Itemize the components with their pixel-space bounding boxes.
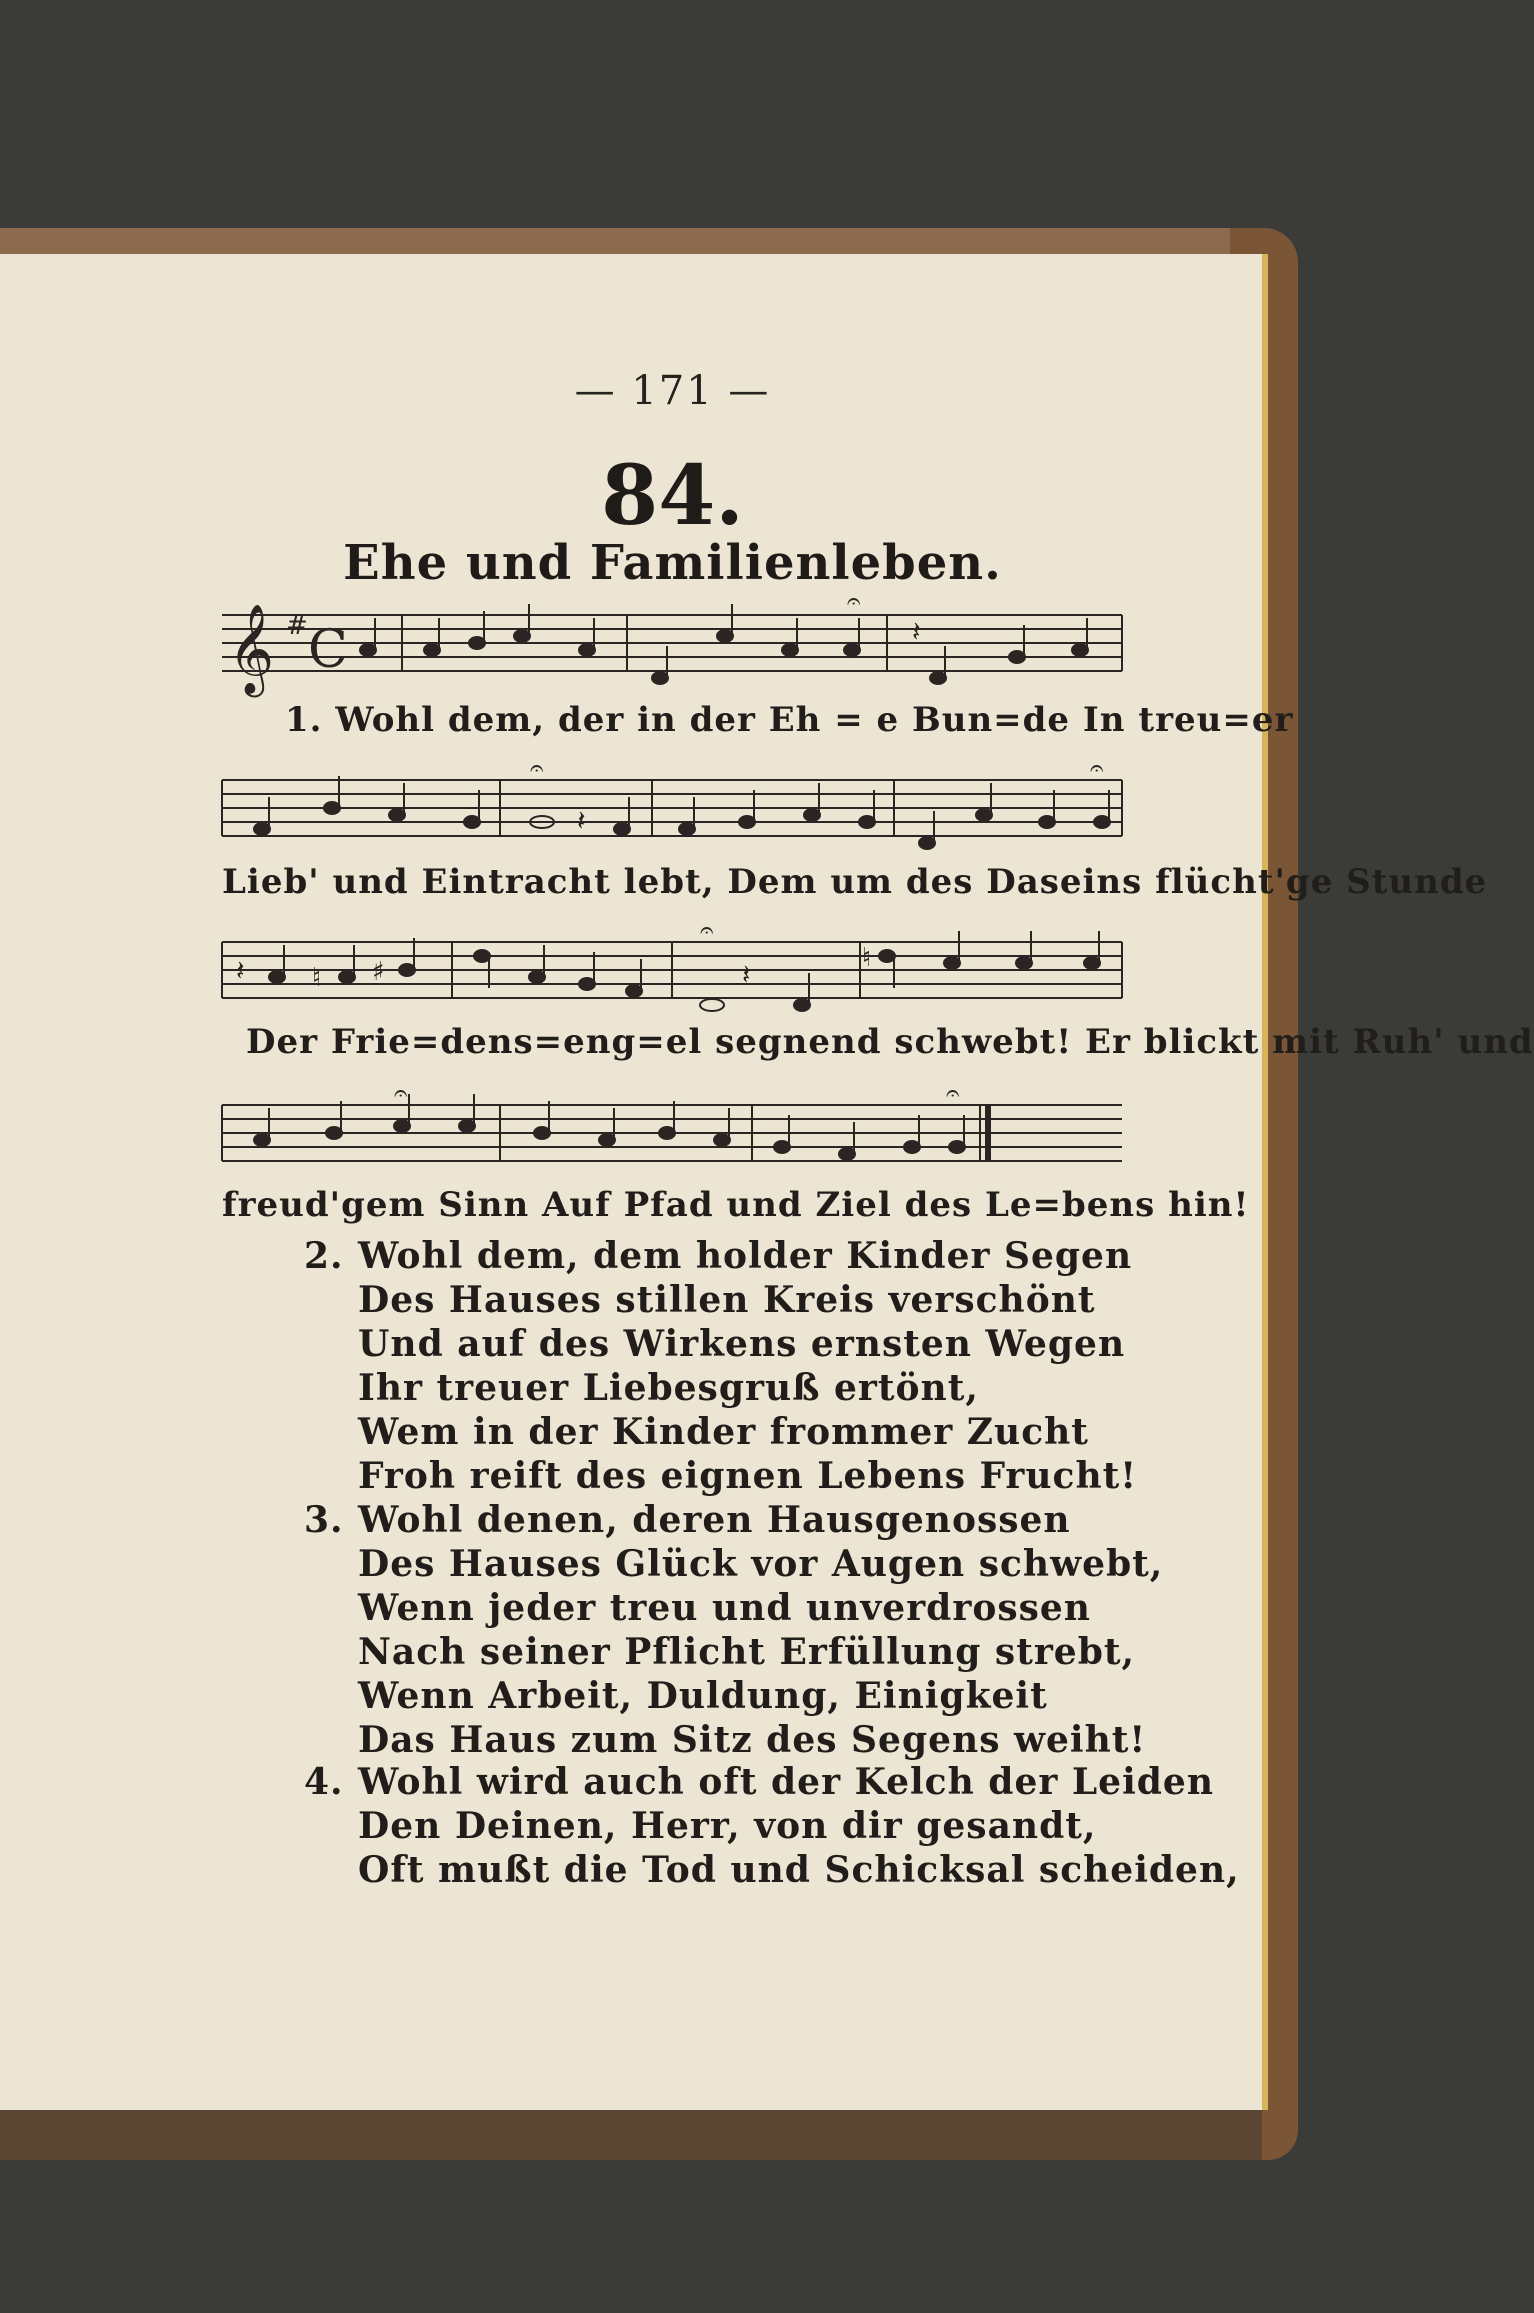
verse-line	[304, 1804, 1124, 1848]
verse-text: Des Hauses stillen Kreis verschönt	[358, 1279, 1096, 1321]
lyric-line-1: 1. Wohl dem, der in der Eh = e Bun=de In treu=er	[285, 700, 1294, 740]
verse-2	[304, 1234, 1138, 1498]
verse-line	[304, 1760, 1215, 1804]
verse-3	[304, 1498, 1164, 1762]
svg-text:♮: ♮	[312, 963, 322, 993]
verse-text: Wohl dem, dem holder Kinder Segen	[358, 1235, 1133, 1277]
page-number-header: — 171 —	[574, 368, 771, 414]
lyric-line-3: Der Frie=dens=eng=el segnend schwebt! Er blickt mit Ruh' und	[246, 1022, 1534, 1062]
svg-text:𝄐: 𝄐	[530, 754, 544, 782]
verse-text: Wem in der Kinder frommer Zucht	[358, 1411, 1089, 1453]
svg-text:♯: ♯	[372, 957, 385, 987]
hymn-number: 84.	[601, 448, 744, 544]
treble-clef-icon	[228, 604, 274, 698]
svg-text:𝄞: 𝄞	[228, 604, 275, 694]
verse-text: Den Deinen, Herr, von dir gesandt,	[358, 1805, 1097, 1847]
verse-text: Des Hauses Glück vor Augen schwebt,	[358, 1543, 1164, 1585]
svg-text:𝄐: 𝄐	[394, 1079, 408, 1107]
verse-text: Ihr treuer Liebesgruß ertönt,	[358, 1367, 979, 1409]
verse-text: Froh reift des eignen Lebens Frucht!	[358, 1455, 1138, 1497]
verse-line	[304, 1322, 1124, 1366]
svg-text:𝄽: 𝄽	[236, 954, 245, 987]
verse-line	[304, 1366, 1124, 1410]
verse-text: Und auf des Wirkens ernsten Wegen	[358, 1323, 1126, 1365]
hymn-title: Ehe und Familienleben.	[343, 535, 1002, 591]
lyric-line-2: Lieb' und Eintracht lebt, Dem um des Daseins flücht'ge Stunde	[222, 862, 1488, 902]
verse-line	[304, 1234, 1133, 1278]
svg-text:C: C	[308, 620, 348, 680]
svg-text:♮: ♮	[862, 943, 872, 973]
verse-line	[304, 1454, 1138, 1498]
music-staff-3	[222, 916, 1122, 1010]
svg-text:𝄐: 𝄐	[1090, 754, 1104, 782]
svg-text:#: #	[286, 611, 308, 641]
verse-4	[304, 1760, 1240, 1892]
verse-line	[304, 1278, 1124, 1322]
verse-text: Das Haus zum Sitz des Segens weiht!	[358, 1719, 1147, 1761]
verse-line	[304, 1674, 1124, 1718]
svg-text:𝄽: 𝄽	[742, 958, 751, 991]
verse-line	[304, 1848, 1240, 1892]
page-bottom-edge	[0, 2110, 1262, 2160]
verse-text: Nach seiner Pflicht Erfüllung strebt,	[358, 1631, 1136, 1673]
verse-text: Wenn Arbeit, Duldung, Einigkeit	[358, 1675, 1048, 1717]
verse-number: 2.	[304, 1235, 344, 1277]
music-staff-1	[222, 587, 1122, 694]
svg-text:𝄽: 𝄽	[577, 804, 586, 837]
music-staff-2	[222, 754, 1122, 848]
verse-text: Oft mußt die Tod und Schicksal scheiden,	[358, 1849, 1240, 1891]
verse-line	[304, 1586, 1124, 1630]
verse-line	[304, 1542, 1164, 1586]
verse-number: 4.	[304, 1761, 344, 1803]
verse-text: Wenn jeder treu und unverdrossen	[358, 1587, 1091, 1629]
verse-line	[304, 1498, 1124, 1542]
svg-text:𝄐: 𝄐	[700, 916, 714, 944]
svg-text:𝄐: 𝄐	[946, 1079, 960, 1107]
svg-text:𝄽: 𝄽	[912, 615, 921, 648]
music-staff-4	[222, 1079, 1122, 1173]
verse-line	[304, 1718, 1147, 1762]
verse-line	[304, 1630, 1136, 1674]
lyric-line-4: freud'gem Sinn Auf Pfad und Ziel des Le=bens hin!	[222, 1185, 1250, 1225]
verse-text: Wohl denen, deren Hausgenossen	[358, 1499, 1071, 1541]
verse-text: Wohl wird auch oft der Kelch der Leiden	[358, 1761, 1215, 1803]
verse-number: 3.	[304, 1499, 344, 1541]
verse-line	[304, 1410, 1124, 1454]
svg-text:𝄐: 𝄐	[847, 587, 861, 615]
cover-top-edge	[0, 228, 1230, 256]
